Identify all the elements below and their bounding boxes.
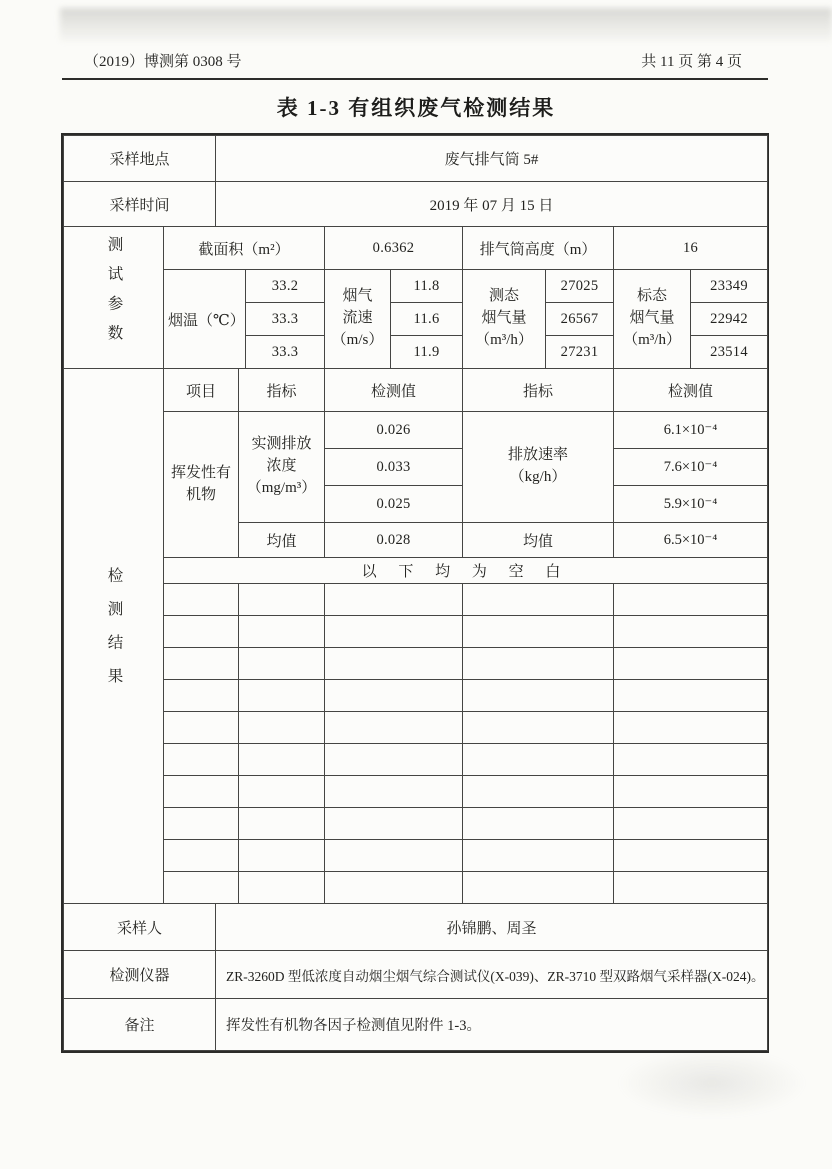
page-indicator: 共 11 页 第 4 页 [641,54,742,70]
empty-cell [164,840,239,872]
sampler-value: 孙锦鹏、周圣 [216,904,768,951]
empty-cell [614,712,768,744]
table-row [64,270,768,303]
standard-flow-value: 23514 [691,336,768,369]
remark-label: 备注 [64,999,216,1051]
table-row [64,227,768,270]
empty-cell [239,712,325,744]
sample-location-label: 采样地点 [64,136,216,182]
standard-flow-value: 23349 [691,270,768,303]
empty-cell [614,840,768,872]
scan-artifact-top [60,8,832,42]
empty-cell [614,648,768,680]
concentration-value: 0.025 [325,486,463,523]
empty-cell [325,648,463,680]
test-params-table [63,226,768,369]
empty-cell [325,744,463,776]
measured-flow-label: 测态 烟气量 （m³/h） [463,270,546,369]
empty-cell [325,872,463,904]
col-header-indicator2: 指标 [463,369,614,412]
col-header-value: 检测值 [325,369,463,412]
table-row [64,412,768,449]
smoke-temp-value: 33.2 [246,270,325,303]
empty-cell [164,616,239,648]
table-row [64,776,768,808]
rate-value: 7.6×10⁻⁴ [614,449,768,486]
standard-flow-label: 标态 烟气量 （m³/h） [614,270,691,369]
remark-value: 挥发性有机物各因子检测值见附件 1-3。 [216,999,768,1051]
rate-mean-label: 均值 [463,523,614,558]
sample-time-label: 采样时间 [64,182,216,227]
table-row [64,744,768,776]
doc-number: （2019）博测第 0308 号 [84,54,242,70]
empty-cell [614,616,768,648]
empty-cell [463,840,614,872]
table-row [64,872,768,904]
table-row [64,999,768,1051]
sample-location-value: 废气排气筒 5# [216,136,768,182]
smoke-temp-value: 33.3 [246,303,325,336]
empty-cell [239,872,325,904]
table-row [64,712,768,744]
empty-cell [325,776,463,808]
flow-speed-value: 11.8 [391,270,463,303]
table-row [64,904,768,951]
empty-cell [164,808,239,840]
empty-cell [164,776,239,808]
blank-below-note: 以 下 均 为 空 白 [164,558,768,584]
table-row [64,951,768,999]
rate-mean-value: 6.5×10⁻⁴ [614,523,768,558]
col-header-value2: 检测值 [614,369,768,412]
smoke-temp-label: 烟温（℃） [164,270,246,369]
section-label-results: 检测结果 [64,369,164,904]
empty-cell [325,680,463,712]
rate-label: 排放速率 （kg/h） [463,412,614,523]
empty-cell [463,680,614,712]
table-row [64,840,768,872]
stack-height-value: 16 [614,227,768,270]
empty-cell [239,616,325,648]
instrument-label: 检测仪器 [64,951,216,999]
empty-cell [239,808,325,840]
table-row [64,680,768,712]
empty-cell [325,616,463,648]
table-row [64,136,768,182]
empty-cell [239,680,325,712]
flow-speed-value: 11.9 [391,336,463,369]
empty-cell [164,872,239,904]
empty-cell [164,712,239,744]
empty-cell [463,808,614,840]
measured-flow-value: 26567 [546,303,614,336]
concentration-value: 0.026 [325,412,463,449]
page-header [62,50,768,80]
empty-cell [463,776,614,808]
col-header-item: 项目 [164,369,239,412]
table-row [64,182,768,227]
table-title: 表 1-3 有组织废气检测结果 [276,96,556,120]
empty-cell [463,872,614,904]
item-name: 挥发性有 机物 [164,412,239,558]
empty-cell [164,680,239,712]
concentration-value: 0.033 [325,449,463,486]
section-label-test-params: 测试参数 [64,227,164,369]
scan-artifact-bottom-right [617,1048,807,1118]
empty-cell [164,744,239,776]
concentration-mean-value: 0.028 [325,523,463,558]
empty-cell [614,776,768,808]
smoke-temp-value: 33.3 [246,336,325,369]
stack-height-label: 排气筒高度（m） [463,227,614,270]
footer-table [63,903,768,1051]
sampler-label: 采样人 [64,904,216,951]
empty-cell [463,584,614,616]
rate-value: 5.9×10⁻⁴ [614,486,768,523]
measured-flow-value: 27231 [546,336,614,369]
empty-cell [614,872,768,904]
empty-cell [325,584,463,616]
empty-cell [164,648,239,680]
empty-cell [614,584,768,616]
empty-cell [239,776,325,808]
cross-section-label: 截面积（m²） [164,227,325,270]
cross-section-value: 0.6362 [325,227,463,270]
empty-cell [239,648,325,680]
measured-flow-value: 27025 [546,270,614,303]
table-row [64,558,768,584]
empty-cell [463,648,614,680]
empty-cell [325,712,463,744]
table-row [64,808,768,840]
flow-speed-label: 烟气 流速 （m/s） [325,270,391,369]
flow-speed-value: 11.6 [391,303,463,336]
empty-cell [239,584,325,616]
empty-cell [614,744,768,776]
empty-cell [325,840,463,872]
table-row [64,584,768,616]
empty-cell [614,680,768,712]
table-row [64,369,768,412]
mean-label: 均值 [239,523,325,558]
empty-cell [325,808,463,840]
empty-cell [463,712,614,744]
results-table [63,368,768,904]
result-table [61,133,769,1053]
empty-cell [614,808,768,840]
col-header-indicator: 指标 [239,369,325,412]
empty-cell [239,840,325,872]
rate-value: 6.1×10⁻⁴ [614,412,768,449]
empty-cell [164,584,239,616]
table-row [64,616,768,648]
sample-time-value: 2019 年 07 月 15 日 [216,182,768,227]
empty-cell [463,616,614,648]
info-table [63,135,768,227]
instrument-value: ZR-3260D 型低浓度自动烟尘烟气综合测试仪(X-039)、ZR-3710 型双路烟气采样器(X-024)。 [216,951,768,999]
standard-flow-value: 22942 [691,303,768,336]
table-row [64,648,768,680]
concentration-label: 实测排放 浓度 （mg/m³） [239,412,325,523]
empty-cell [463,744,614,776]
empty-cell [239,744,325,776]
